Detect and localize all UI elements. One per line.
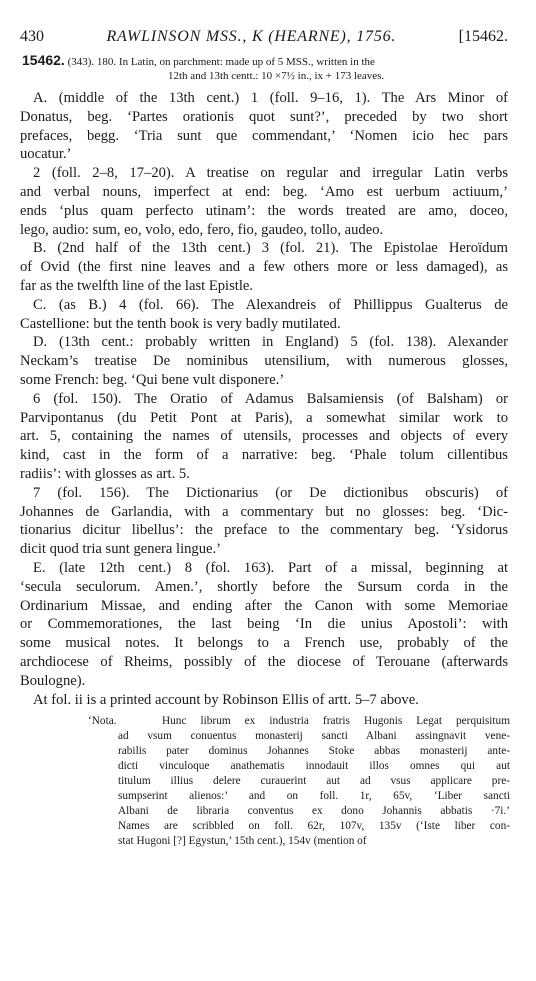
note-line: dicti vinculoque anathematis innodauit illos omnes qui aut bbox=[118, 760, 510, 773]
note-line: Albani de libraria conventus ex dono Johannis abbatis ·7i.’ bbox=[118, 805, 510, 818]
entry-body bbox=[20, 89, 508, 709]
entry-heading bbox=[22, 53, 508, 83]
text-line: kind, cast in the form of a narrative: beg. ‘Phale tolum cillentibus bbox=[20, 447, 508, 464]
paragraph bbox=[20, 484, 508, 559]
text-line: Boulogne). bbox=[20, 672, 86, 689]
text-line: prefaces, begg. ‘Tria sunt que commendant,’ ‘Nomen icio hec pars bbox=[20, 127, 508, 144]
text-line: 2 (foll. 2–8, 17–20). A treatise on regular and irregular Latin verbs bbox=[33, 165, 508, 182]
text-line: C. (as B.) 4 (fol. 66). The Alexandreis of Phillippus Gualterus de bbox=[33, 296, 508, 313]
running-head bbox=[20, 28, 508, 46]
text-line: ‘secula seculorum. Amen.’, shortly before the Sursum corda in the bbox=[20, 578, 508, 595]
note-line: rabilis pater dominus Johannes Stoke abbas monasterij ante- bbox=[118, 745, 510, 758]
text-line: far as the twelfth line of the last Epistle. bbox=[20, 277, 254, 294]
text-line: ends ‘plus quam perfecto utinam’: the words treated are amo, doceo, bbox=[20, 202, 508, 219]
text-line: or Commemorationes, the last being ‘In die unius Apostoli’: with bbox=[20, 616, 508, 633]
text-line: and verbal nouns, imperfect at end: beg. ‘Amo est uerbum actiuum,’ bbox=[20, 183, 508, 200]
bracket-ref: [15462. bbox=[458, 28, 508, 45]
note-line: Names are scribbled on foll. 62r, 107v, 135v (‘Iste liber con- bbox=[118, 820, 510, 833]
text-line: uocatur.’ bbox=[20, 146, 72, 163]
paragraph bbox=[20, 333, 508, 389]
note-line: ad vsum conuentus monasterij sancti Albani assingnavit vene- bbox=[118, 730, 510, 743]
text-line: D. (13th cent.: probably written in England) 5 (fol. 138). Alexander bbox=[33, 334, 508, 351]
running-title: RAWLINSON MSS., K (HEARNE), 1756. bbox=[106, 28, 397, 45]
entry-description-line-2: 12th and 13th centt.: 10 ×7½ in., ix + 173 leaves. bbox=[168, 70, 385, 82]
nota-footnote bbox=[88, 714, 510, 849]
paragraph bbox=[20, 239, 508, 295]
page-number: 430 bbox=[20, 28, 44, 45]
text-line: some musical notes. It belongs to a French use, probably of the bbox=[20, 635, 508, 652]
nota-text bbox=[88, 714, 510, 849]
text-line: Neckam’s treatise De nominibus utensilium, with numerous glosses, bbox=[20, 353, 508, 370]
text-line: 6 (fol. 150). The Oratio of Adamus Balsamiensis (of Balsham) or bbox=[33, 390, 508, 407]
page bbox=[20, 28, 508, 849]
text-line: art. 5, containing the names of utensils, processes and objects of every bbox=[20, 428, 508, 445]
text-line: Johannes de Garlandia, with a commentary but no glosses: beg. ‘Dic- bbox=[20, 503, 508, 520]
paragraph bbox=[20, 691, 508, 710]
text-line: of Ovid (the first nine leaves and a few others more or less damaged), as bbox=[20, 259, 508, 276]
text-line: dicit quod tria sunt genera lingue.’ bbox=[20, 541, 222, 558]
paragraph bbox=[20, 559, 508, 691]
paragraph bbox=[20, 164, 508, 239]
text-line: archdiocese of Rheims, possibly of the diocese of Terouane (afterwards bbox=[20, 653, 508, 670]
text-line: Donatus, beg. ‘Partes orationis quot sunt?’, preceded by two short bbox=[20, 108, 508, 125]
text-line: 7 (fol. 156). The Dictionarius (or De dictionibus obscuris) of bbox=[33, 484, 508, 501]
note-line: Hunc librum ex industria fratris Hugonis Legat perquisitum bbox=[162, 715, 510, 728]
text-line: radiis’: with glosses as art. 5. bbox=[20, 465, 190, 482]
entry-number: 15462. bbox=[22, 52, 65, 68]
paragraph bbox=[20, 89, 508, 164]
note-line: sumpserint alienos:’ and on foll. 1r, 65v, ‘Liber sancti bbox=[118, 790, 510, 803]
text-line: tionarius dicitur libellus’: the preface to the commentary beg. ‘Ysidorus bbox=[20, 522, 508, 539]
text-line: Ordinarium Missae, and ending after the Canon with some Memoriae bbox=[20, 597, 508, 614]
paragraph bbox=[20, 390, 508, 484]
text-line: B. (2nd half of the 13th cent.) 3 (fol. 21). The Epistolae Heroïdum bbox=[33, 240, 508, 257]
paragraph bbox=[20, 296, 508, 334]
text-line: some French: beg. ‘Qui bene vult disponere.’ bbox=[20, 371, 285, 388]
text-line: At fol. ii is a printed account by Robinson Ellis of artt. 5–7 above. bbox=[33, 691, 419, 708]
text-line: A. (middle of the 13th cent.) 1 (foll. 9–16, 1). The Ars Minor of bbox=[33, 90, 508, 106]
text-line: lego, audio: sum, eo, volo, edo, fero, fio, gaudeo, tollo, audeo. bbox=[20, 221, 384, 238]
note-line: titulum illius delere curauerint aut ad vsus applicare pre- bbox=[118, 775, 510, 788]
entry-description-line-1: (343). 180. In Latin, on parchment: made up of 5 MSS., written in the bbox=[67, 56, 375, 68]
nota-label: ‘Nota. bbox=[88, 715, 117, 728]
text-line: Parvipontanus (du Petit Pont at Paris), a somewhat similar work to bbox=[20, 409, 508, 426]
text-line: Castellione: but the tenth book is very badly mutilated. bbox=[20, 315, 341, 332]
note-line: stat Hugoni [?] Egystun,’ 15th cent.), 154v (mention of bbox=[118, 835, 367, 848]
text-line: E. (late 12th cent.) 8 (fol. 163). Part of a missal, beginning at bbox=[33, 559, 508, 576]
